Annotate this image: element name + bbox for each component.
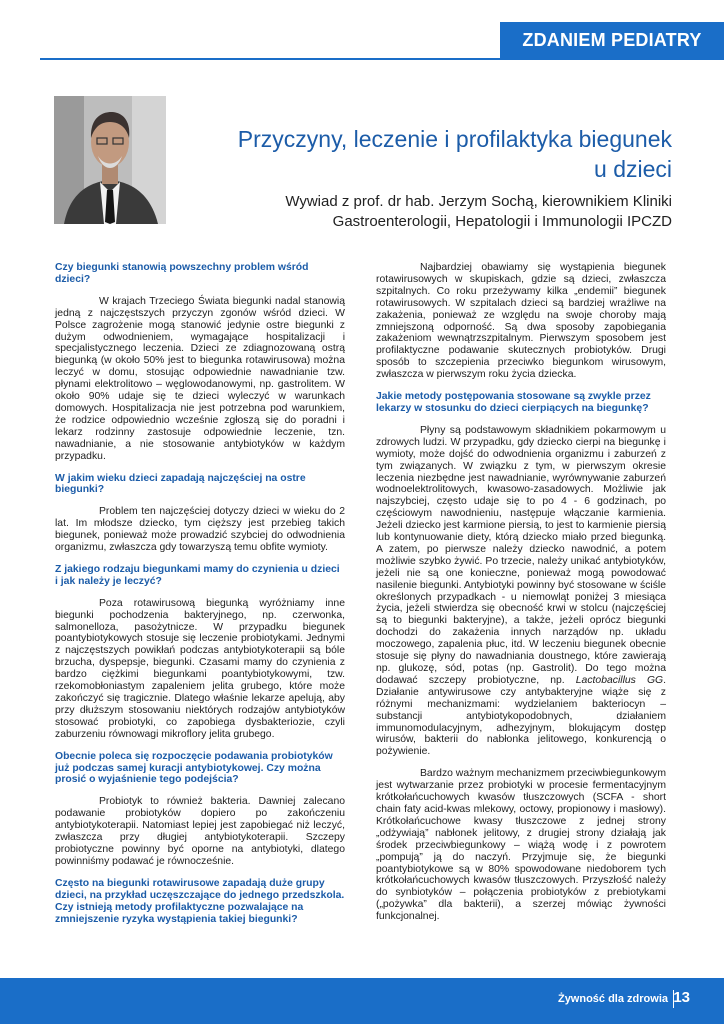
question-4: Obecnie poleca się rozpoczęcie podawania probiotyków już podczas samej kuracji antybiotykowej. Czy można prosić o wyjaśnienie tego podejścia? [55, 750, 333, 786]
left-column [55, 262, 345, 935]
article-subtitle [220, 192, 672, 232]
right-column [376, 262, 666, 933]
answer-7: Bardzo ważnym mechanizmem przeciwbiegunkowym jest wytwarzanie przez probiotyki w procesie fermentacyjnym krótkołańcuchowych kwasów tłuszczowych (SCFA - short chain faty acid-kwas mlekowy, octowy, propionowy i masłowy). Krótkołańcuchowe kwasy tłuszczowe z jednej strony „odżywiają” nabłonek jelitowy, z drugiej strony działają jak środek przeciwbiegunkowy – wiążą wodę i z powrotem „pompują” ją do naczyń. Przyjmuje się, że biegunki poantybiotykowe są w 80% spowodowane niedoborem tych krótkołańcuchowych kwasów tłuszczowych. Przyszłość należy do synbiotyków – połączenia probiotyków z prebiotykami („pożywka” dla bakterii), a szerzej mówiąc żywności funkcjonalnej. [376, 768, 667, 923]
article-title-line2: u dzieci [594, 156, 672, 182]
page-footer [0, 978, 724, 1024]
question-6: Jakie metody postępowania stosowane są zwykle przez lekarzy w stosunku do dzieci cierpiących na biegunkę? [376, 391, 651, 414]
article-subtitle-line2: Gastroenterologii, Hepatologii i Immunologii IPCZD [332, 213, 672, 230]
author-photo [54, 96, 166, 224]
section-label: ZDANIEM PEDIATRY [500, 22, 724, 58]
answer-3: Poza rotawirusową biegunką wyróżniamy inne biegunki pochodzenia bakteryjnego, np. czerwonka, salmonelloza, pasożytnicze. W przypadku biegunek poantybiotykowych stosuje się leczenie probiotykami. Jednymi z najczęstszych powikłań podczas antybiotykoterapii są bóle brzucha, dyspepsje, biegunki. Czasami mamy do czynienia z bardzo ciężkimi biegunkami poantybiotykowymi, tzw. rzekomobłoniastym zapaleniem jelita grubego, które może zakończyć się tragicznie. Dlatego właśnie lekarze apelują, aby przy dłuższym stosowaniu niektórych rodzajów antybiotyków stosować probiotyki, co zapobiega dysbakteriozie, czyli zaburzeniu równowagi mikroflory jelita grubego. [55, 597, 345, 740]
answer-1: W krajach Trzeciego Świata biegunki nadal stanowią jedną z najczęstszych przyczyn zgonów wśród dzieci. W Polsce zagrożenie mogą stanowić jedynie ostre biegunki z dużym odwodnieniem, wymagające hospitalizacji i specjalistycznego leczenia. Dzieci ze zdiagnozowaną ostrą biegunką (w około 50% jest to biegunka rotawirusowa) można leczyć w domu, stosując odpowiednie nawadnianie tzw. płynami elektrolitowo – węglowodanowymi, np. gastrolitem. W około 90% udaje się te dzieci wyleczyć w warunkach domowych. Hospitalizacja nie jest potrzebna pod warunkiem, że rodzice odpowiednio wcześnie zgłoszą się do poradni i lekarz rodzinny zastosuje odpowiednie leczenie, tzn. nawadnianie, a nie stosowanie antybiotyków w każdym przypadku. [55, 295, 345, 462]
question-5: Często na biegunki rotawirusowe zapadają duże grupy dzieci, na przykład uczęszczające do jednego przedszkola. Czy istnieją metody profilaktyczne pozwalające na zmniejszenie ryzyka wystąpienia takiej biegunki? [55, 877, 345, 925]
page-number: 13 [673, 989, 690, 1006]
answer-4: Probiotyk to również bakteria. Dawniej zalecano podawanie probiotyków dopiero po zakończeniu antybiotykoterapii. Natomiast lepiej jest zapobiegać niż leczyć, zwłaszcza przy długiej antybiotykoterapii. Szczepy probiotyczne powinny być oporne na antybiotyki, dlatego powinniśmy podawać je równocześnie. [55, 796, 345, 867]
article-subtitle-line1: Wywiad z prof. dr hab. Jerzym Sochą, kierownikiem Kliniki [285, 193, 672, 210]
question-2: W jakim wieku dzieci zapadają najczęściej na ostre biegunki? [55, 472, 306, 496]
question-1: Czy biegunki stanowią powszechny problem wśród dzieci? [55, 262, 309, 285]
article-title-line1: Przyczyny, leczenie i profilaktyka biegunek [237, 126, 672, 152]
answer-6-tail: . Działanie antywirusowe czy antybakteryjne wiąże się z różnymi mechanizmami: wydzielaniem bakteriocyn – substancji antybiotykopodobnych, działaniem immunomodulacyjnym, adhezyjnym, blokującym dostęp wirusów, bakterii do nabłonka jelitowego, konkurencją o pożywienie. [376, 674, 667, 758]
answer-2: Problem ten najczęściej dotyczy dzieci w wieku do 2 lat. Im młodsze dziecko, tym cięższy jest przebieg takich biegunek, ponieważ może prowadzić szybciej do odwodnienia organizmu, zwłaszcza gdy towarzyszą temu obfite wymioty. [55, 506, 345, 554]
answer-5: Najbardziej obawiamy się wystąpienia biegunek rotawirusowych w skupiskach, gdzie są dzieci, zwłaszcza szpitalnych. Co roku przeżywamy kilka „endemii” biegunek rotawirusowych. W szpitalach dzieci są bardziej wrażliwe na zakażenia, ponieważ ze względu na swoje choroby mają zmniejszoną odporność. Są dwa sposoby zapobiegania zakażeniom wewnątrzszpitalnym. Pierwszym sposobem jest profilaktyczne podawanie skutecznych probiotyków. Drugi sposób to szczepienia przeciwko biegunkom wirusowym, zwłaszcza w pierwszym roku życia dziecka. [376, 262, 666, 381]
header-rule [40, 58, 724, 60]
answer-6-italic: Lactobacillus GG [575, 674, 664, 686]
answer-6-text: Płyny są podstawowym składnikiem pokarmowym u zdrowych ludzi. W przypadku, gdy dziecko cierpi na biegunkę i wymioty, może dojść do odwodnienia organizmu i zaburzeń z tym związanych. W związku z tym, w pierwszym okresie leczenia niezbędne jest nawadnianie, wyrównywanie zaburzeń wodnoelektrolitowych, kwasowo-zasadowych. Możliwie jak najszybciej, często udaje się to po 4 - 6 godzinach, po częściowym nawodnieniu, następuje włączanie karmienia. Jeżeli dziecko jest karmione piersią, to jest to karmienie piersią lub kontynuowanie diety, którą dziecko miało przed biegunką. A zatem, po pierwsze należy dziecko nawodnić, a potem możliwie szybko żywić. Po trzecie, należy unikać antybiotyków, jeżeli nie są one konieczne, ponieważ mogą powodować nasilenie biegunki. Antybiotyki powinny być stosowane w ściśle określonych przypadkach - u niemowląt poniżej 3 miesiąca życia, jeżeli stwierdza się obecność krwi w stolcu (najczęściej są to biegunki bakteryjne), a także, jeżeli oprócz biegunki dochodzi do zakażenia innych narządów np. układu moczowego, zapalenia płuc, itd. W leczeniu biegunek obecnie stosuje się płyny do nawadniania doustnego, które zawierają np. glukozę, sód, potas (np. Gastrolit). Do tego można dodawać szczepy probiotyczne, np. [376, 424, 666, 686]
magazine-name: Żywność dla zdrowia [557, 993, 668, 1005]
answer-6 [376, 425, 666, 758]
question-3: Z jakiego rodzaju biegunkami mamy do czynienia u dzieci i jak należy je leczyć? [55, 563, 340, 587]
article-title [220, 124, 672, 184]
